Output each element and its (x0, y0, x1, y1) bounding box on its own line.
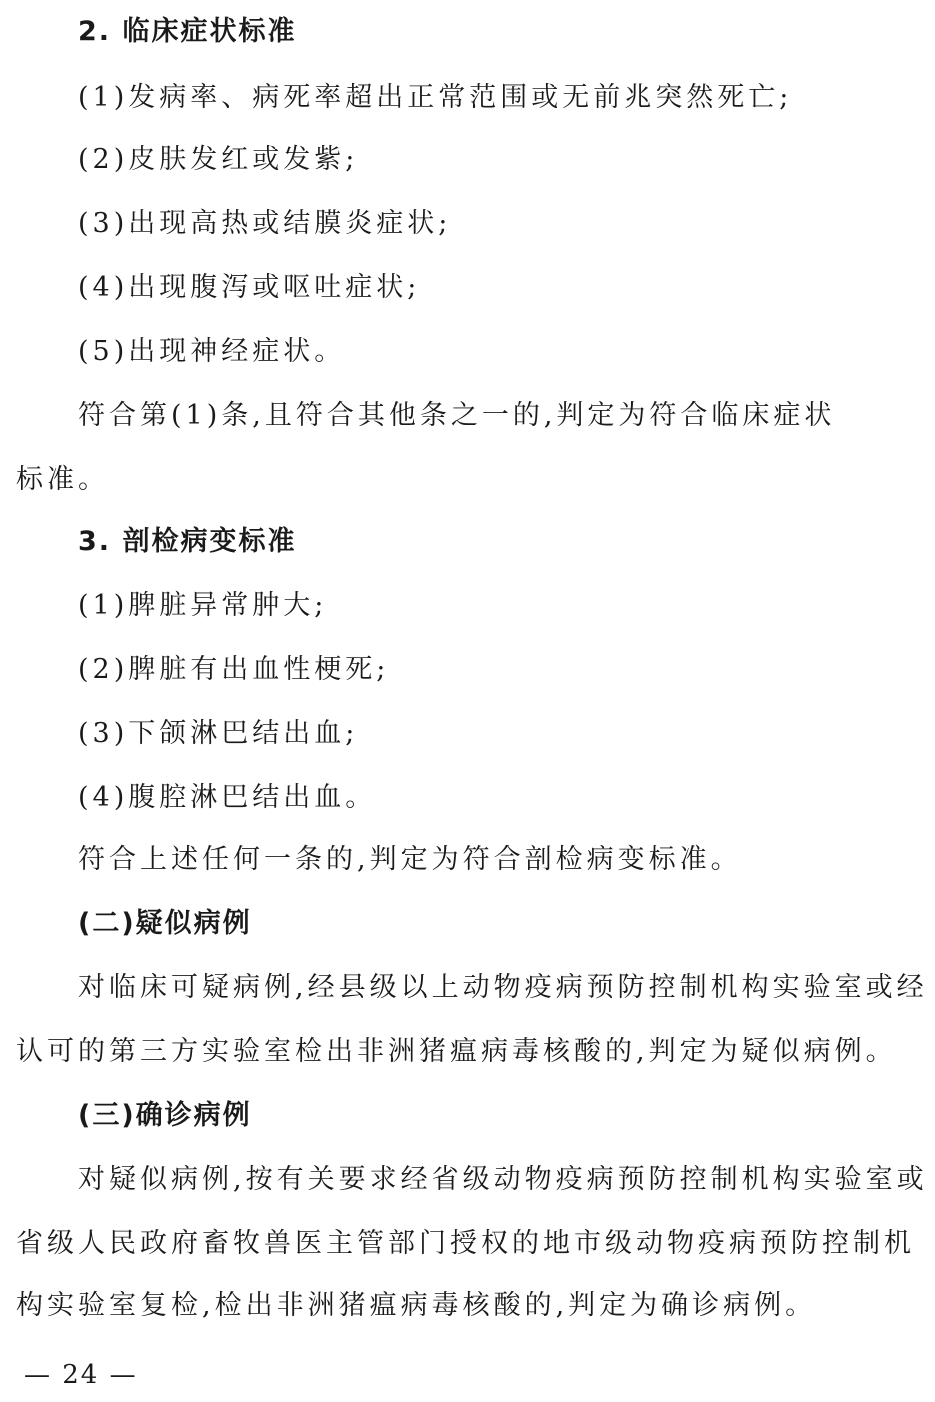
criterion-item: (3)出现高热或结膜炎症状; (78, 208, 452, 239)
confirmed-case-text-end: 构实验室复检,检出非洲猪瘟病毒核酸的,判定为确诊病例。 (16, 1290, 817, 1321)
section-2-conclusion-continued: 标准。 (16, 464, 109, 495)
criterion-item: (5)出现神经症状。 (78, 336, 346, 367)
section-2-heading: 2. 临床症状标准 (78, 16, 297, 47)
section-2-conclusion: 符合第(1)条,且符合其他条之一的,判定为符合临床症状 (78, 400, 836, 431)
confirmed-case-text: 对疑似病例,按有关要求经省级动物疫病预防控制机构实验室或 (78, 1164, 928, 1195)
section-3-heading: 3. 剖检病变标准 (78, 526, 297, 557)
criterion-item: (2)脾脏有出血性梗死; (78, 654, 390, 685)
confirmed-case-text-continued: 省级人民政府畜牧兽医主管部门授权的地市级动物疫病预防控制机 (16, 1228, 915, 1259)
criterion-item: (3)下颌淋巴结出血; (78, 718, 359, 749)
suspected-case-text: 对临床可疑病例,经县级以上动物疫病预防控制机构实验室或经 (78, 972, 928, 1003)
confirmed-case-heading: (三)确诊病例 (78, 1100, 252, 1131)
criterion-item: (1)发病率、病死率超出正常范围或无前兆突然死亡; (78, 82, 793, 113)
criterion-item: (4)出现腹泻或呕吐症状; (78, 272, 421, 303)
section-3-conclusion: 符合上述任何一条的,判定为符合剖检病变标准。 (78, 844, 742, 875)
page-number: — 24 — (24, 1360, 138, 1390)
suspected-case-heading: (二)疑似病例 (78, 908, 252, 939)
criterion-item: (1)脾脏异常肿大; (78, 590, 328, 621)
criterion-item: (2)皮肤发红或发紫; (78, 144, 359, 175)
suspected-case-text-continued: 认可的第三方实验室检出非洲猪瘟病毒核酸的,判定为疑似病例。 (16, 1036, 897, 1067)
criterion-item: (4)腹腔淋巴结出血。 (78, 782, 377, 813)
